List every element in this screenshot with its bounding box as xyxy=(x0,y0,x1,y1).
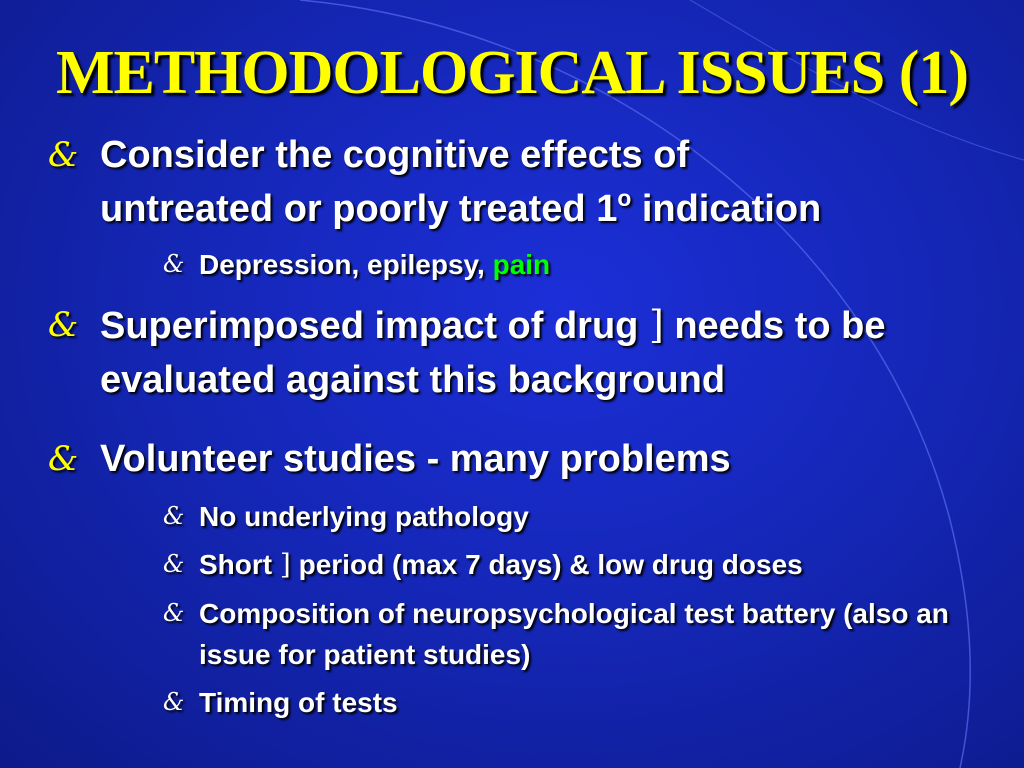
subbullet-short-period: & Short ] period (max 7 days) & low drug doses xyxy=(163,548,803,581)
subbullet-text: Depression, epilepsy, xyxy=(199,249,493,280)
subbullet-no-pathology: & No underlying pathology xyxy=(163,501,529,532)
superscript-o: o xyxy=(617,185,632,212)
slide-title: METHODOLOGICAL ISSUES (1) xyxy=(55,39,969,107)
bullet-text-line1: Consider the cognitive effects of xyxy=(100,134,690,176)
bullet-cognitive-effects: & Consider the cognitive effects of untreated or poorly treated 1$^o$ indication xyxy=(48,134,822,230)
subbullet-text: No underlying pathology xyxy=(199,501,529,532)
bullet-text-line2-end: indication xyxy=(631,188,822,230)
bullet-text: Superimposed impact of drug xyxy=(100,305,649,347)
subbullet-conditions: & Depression, epilepsy, pain xyxy=(163,249,551,280)
bullet-superimposed-impact: & Superimposed impact of drug ] needs to be evaluated against this background xyxy=(48,303,886,401)
bullet-text-line2: untreated or poorly treated 1 xyxy=(100,188,618,230)
bullet-text: Volunteer studies - many problems xyxy=(100,438,731,480)
symbol-glyph: ] xyxy=(279,548,291,581)
subbullet-test-battery: & Composition of neuropsychological test battery (also an issue for patient studies) xyxy=(163,598,949,670)
bullet-text-end: needs to be evaluated against this background xyxy=(100,305,886,401)
subbullet-text: Timing of tests xyxy=(199,687,398,718)
subbullet-text: Short xyxy=(199,549,280,580)
subbullet-text: Composition of neuropsychological test battery (also an issue for patient studies) xyxy=(199,598,949,670)
highlight-pain: pain xyxy=(492,249,551,280)
subbullet-timing: & Timing of tests xyxy=(163,687,398,718)
symbol-glyph: ] xyxy=(648,303,664,347)
bullet-volunteer-studies: & Volunteer studies - many problems xyxy=(48,438,731,480)
subbullet-text-end: period (max 7 days) & low drug doses xyxy=(290,549,803,580)
